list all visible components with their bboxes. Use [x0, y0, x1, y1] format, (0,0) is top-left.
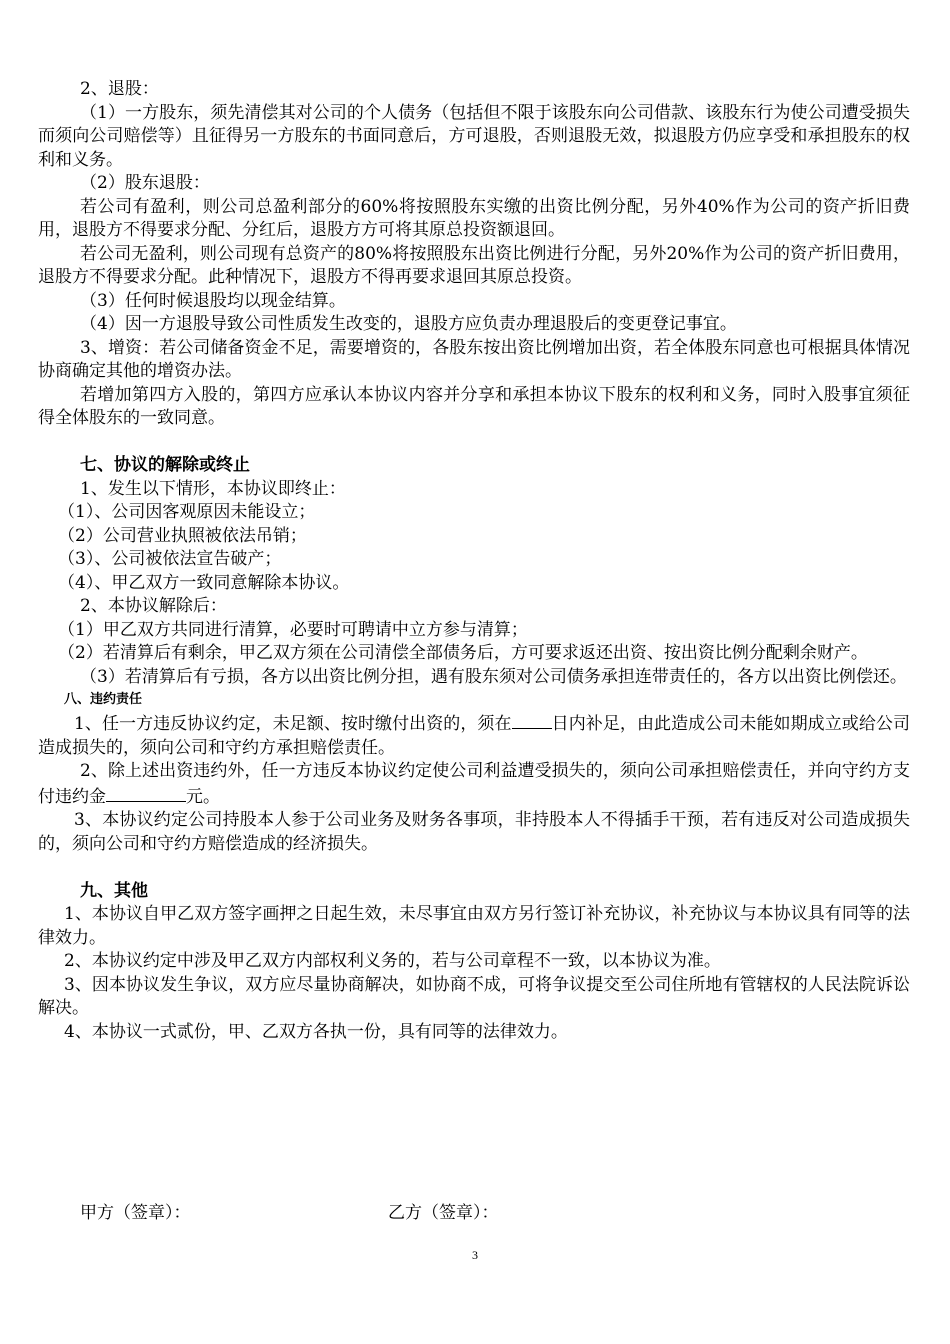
withdraw-no-profit-paragraph: 若公司无盈利，则公司现有总资产的80%将按照股东出资比例进行分配，另外20%作为公司的资产折旧费用，退股方不得要求分配。此种情况下，退股方不得再要求退回其原总投资。: [38, 243, 910, 287]
termination-item-4: （4）、甲乙双方一致同意解除本协议。: [58, 572, 350, 593]
breach-clause-2-text-b: 元。: [186, 786, 220, 807]
section-heading-breach: 八、违约责任: [64, 692, 143, 707]
breach-clause-1: [38, 711, 910, 760]
spacer: [38, 856, 910, 880]
liquidation-item-1: （1）甲乙双方共同进行清算，必要时可聘请中立方参与清算；: [58, 619, 528, 640]
penalty-amount-blank: [106, 784, 186, 802]
breach-clause-2-text-a: 2、除上述出资违约外，任一方违反本协议约定使公司利益遭受损失的，须向公司承担赔偿责任，并向守约方支付违约金: [38, 761, 910, 807]
capital-increase-paragraph: 3、增资：若公司储备资金不足，需要增资的，各股东按出资比例增加出资，若全体股东同意也可根据具体情况协商确定其他的增资办法。: [38, 337, 910, 381]
other-clause-4: 4、本协议一式贰份，甲、乙双方各执一份，具有同等的法律效力。: [64, 1021, 568, 1042]
breach-clause-1-text-b: 日内补足，由此造成公司未能如期成立或给公司造成损失的，须向公司和守约方承担赔偿责任。: [38, 714, 910, 758]
withdraw-clause-1: （1）一方股东，须先清偿其对公司的个人债务（包括但不限于该股东向公司借款、该股东行为使公司遭受损失而须向公司赔偿等）且征得另一方股东的书面同意后，方可退股，否则退股无效，拟退股方仍应享受和承担股东的权利和义务。: [38, 102, 910, 170]
spacer: [38, 431, 910, 455]
withdraw-clause-4: （4）因一方退股导致公司性质发生改变的，退股方应负责办理退股后的变更登记事宜。: [80, 314, 737, 334]
termination-item-2: （2）公司营业执照被依法吊销；: [58, 525, 307, 546]
withdraw-title: 2、退股：: [80, 79, 159, 99]
other-clause-1: 1、本协议自甲乙双方签字画押之日起生效，未尽事宜由双方另行签订补充协议，补充协议与本协议具有同等的法律效力。: [38, 904, 910, 948]
section-heading-termination: 七、协议的解除或终止: [80, 455, 250, 475]
section-heading-other: 九、其他: [80, 880, 148, 901]
party-b-signature: 乙方（签章）：: [388, 1203, 499, 1223]
other-clause-2: 2、本协议约定中涉及甲乙双方内部权利义务的，若与公司章程不一致，以本协议为准。: [64, 951, 721, 971]
termination-item-3: （3）、公司被依法宣告破产；: [58, 549, 282, 569]
termination-clause-1: 1、发生以下情形，本协议即终止：: [80, 478, 346, 499]
termination-clause-2: 2、本协议解除后：: [80, 596, 227, 616]
liquidation-item-2: （2）若清算后有剩余，甲乙双方须在公司清偿全部债务后，方可要求返还出资、按出资比例分配剩余财产。: [58, 643, 868, 663]
other-clause-3: 3、因本协议发生争议，双方应尽量协商解决，如协商不成，可将争议提交至公司住所地有管辖权的人民法院诉讼解决。: [38, 974, 910, 1018]
breach-clause-3: 3、本协议约定公司持股本人参于公司业务及财务各事项，非持股本人不得插手干预，若有违反对公司造成损失的，须向公司和守约方赔偿造成的经济损失。: [38, 810, 910, 854]
withdraw-profit-paragraph: 若公司有盈利，则公司总盈利部分的60%将按照股东实缴的出资比例分配，另外40%作为公司的资产折旧费用，退股方不得要求分配、分红后，退股方方可将其原总投资额退回。: [38, 196, 910, 240]
party-a-signature: 甲方（签章）：: [80, 1203, 191, 1223]
page-number: 3: [472, 1248, 478, 1262]
days-blank: [512, 711, 552, 729]
agreement-page: [38, 78, 910, 1044]
liquidation-item-3: （3）若清算后有亏损，各方以出资比例分担，遇有股东须对公司债务承担连带责任的，各方以出资比例偿还。: [80, 666, 907, 687]
breach-clause-1-text-a: 1、任一方违反协议约定，未足额、按时缴付出资的，须在: [74, 714, 512, 734]
withdraw-clause-3: （3）任何时候退股均以现金结算。: [80, 290, 346, 311]
withdraw-clause-2: （2）股东退股：: [80, 173, 210, 193]
fourth-party-paragraph: 若增加第四方入股的，第四方应承认本协议内容并分享和承担本协议下股东的权利和义务，同时入股事宜须征得全体股东的一致同意。: [38, 384, 910, 428]
breach-clause-2: [38, 760, 910, 809]
termination-item-1: （1）、公司因客观原因未能设立；: [58, 502, 316, 522]
